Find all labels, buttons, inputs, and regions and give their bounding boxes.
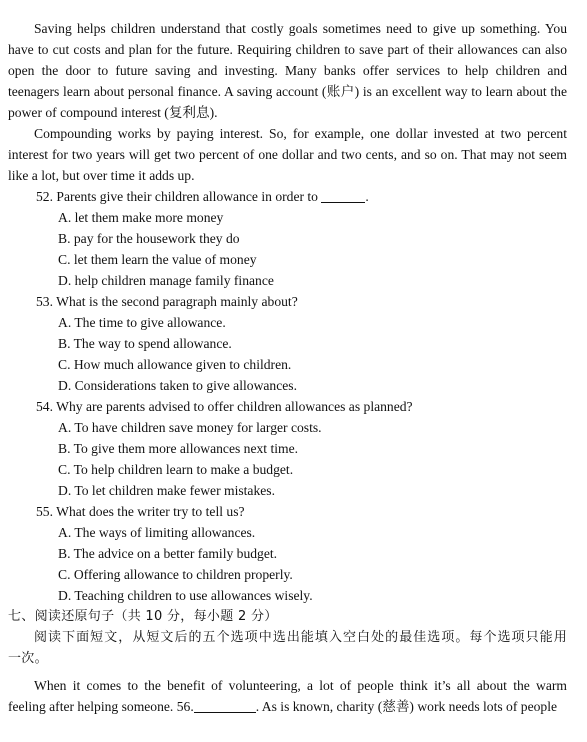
- p1-line-1: Saving helps children understand that costly goals sometimes need to give up something. You: [34, 21, 567, 36]
- option-53-b: B. The way to spend allowance.: [58, 336, 232, 351]
- question-54-stem: 54. Why are parents advised to offer children allowances as planned?: [36, 399, 413, 414]
- section-7-instruction-line-1: 阅读下面短文，从短文后的五个选项中选出能填入空白处的最佳选项。每个选项只能用: [34, 630, 567, 645]
- p2-line-1: Compounding works by paying interest. So, for example, one dollar invested at two percent: [34, 126, 567, 141]
- p2-line-3: like a lot, but over time it adds up.: [8, 168, 195, 183]
- option-55-d: D. Teaching children to use allowances wisely.: [58, 588, 313, 603]
- p2-line-2: interest for two years will get two percent of one dollar and two cents, and so on. That may not seem: [8, 147, 567, 162]
- answer-blank-56[interactable]: [194, 698, 256, 713]
- p1-line-2: have to cut costs and plan for the future. Requiring children to save part of their allowances can also: [8, 42, 567, 57]
- question-53-stem: 53. What is the second paragraph mainly about?: [36, 294, 298, 309]
- option-54-c: C. To help children learn to make a budget.: [58, 462, 294, 477]
- p1-line-5: power of compound interest (复利息).: [8, 105, 218, 120]
- passage-line-2-start: feeling after helping someone. 56.: [8, 699, 194, 714]
- question-52-text: 52. Parents give their children allowance in order to: [36, 189, 318, 204]
- option-52-d: D. help children manage family finance: [58, 273, 274, 288]
- option-55-c: C. Offering allowance to children properly.: [58, 567, 293, 582]
- option-55-b: B. The advice on a better family budget.: [58, 546, 278, 561]
- option-54-d: D. To let children make fewer mistakes.: [58, 483, 275, 498]
- section-7-passage-line-1: When it comes to the benefit of volunteering, a lot of people think it’s all about the warm: [34, 678, 567, 693]
- question-52-stem: [36, 186, 369, 207]
- section-7-instruction-line-2: 一次。: [8, 651, 48, 666]
- passage-line-2-end: . As is known, charity (慈善) work needs lots of people: [255, 699, 558, 714]
- option-52-c: C. let them learn the value of money: [58, 252, 257, 267]
- option-54-a: A. To have children save money for larger costs.: [58, 420, 322, 435]
- answer-blank-52[interactable]: [321, 188, 365, 203]
- p1-line-4: teenagers learn about personal finance. A saving account (账户) is an excellent way to learn about the: [8, 84, 567, 99]
- option-52-b: B. pay for the housework they do: [58, 231, 240, 246]
- question-52-period: .: [365, 189, 369, 204]
- section-7-heading: 七、阅读还原句子（共 10 分，每小题 2 分）: [8, 609, 278, 624]
- option-53-c: C. How much allowance given to children.: [58, 357, 292, 372]
- section-7-passage-line-2: [8, 696, 567, 717]
- option-54-b: B. To give them more allowances next time.: [58, 441, 299, 456]
- option-53-a: A. The time to give allowance.: [58, 315, 226, 330]
- option-53-d: D. Considerations taken to give allowances.: [58, 378, 297, 393]
- p1-line-3: open the door to future saving and investing. Many banks offer services to help children and: [8, 63, 567, 78]
- question-55-stem: 55. What does the writer try to tell us?: [36, 504, 245, 519]
- option-52-a: A. let them make more money: [58, 210, 224, 225]
- option-55-a: A. The ways of limiting allowances.: [58, 525, 256, 540]
